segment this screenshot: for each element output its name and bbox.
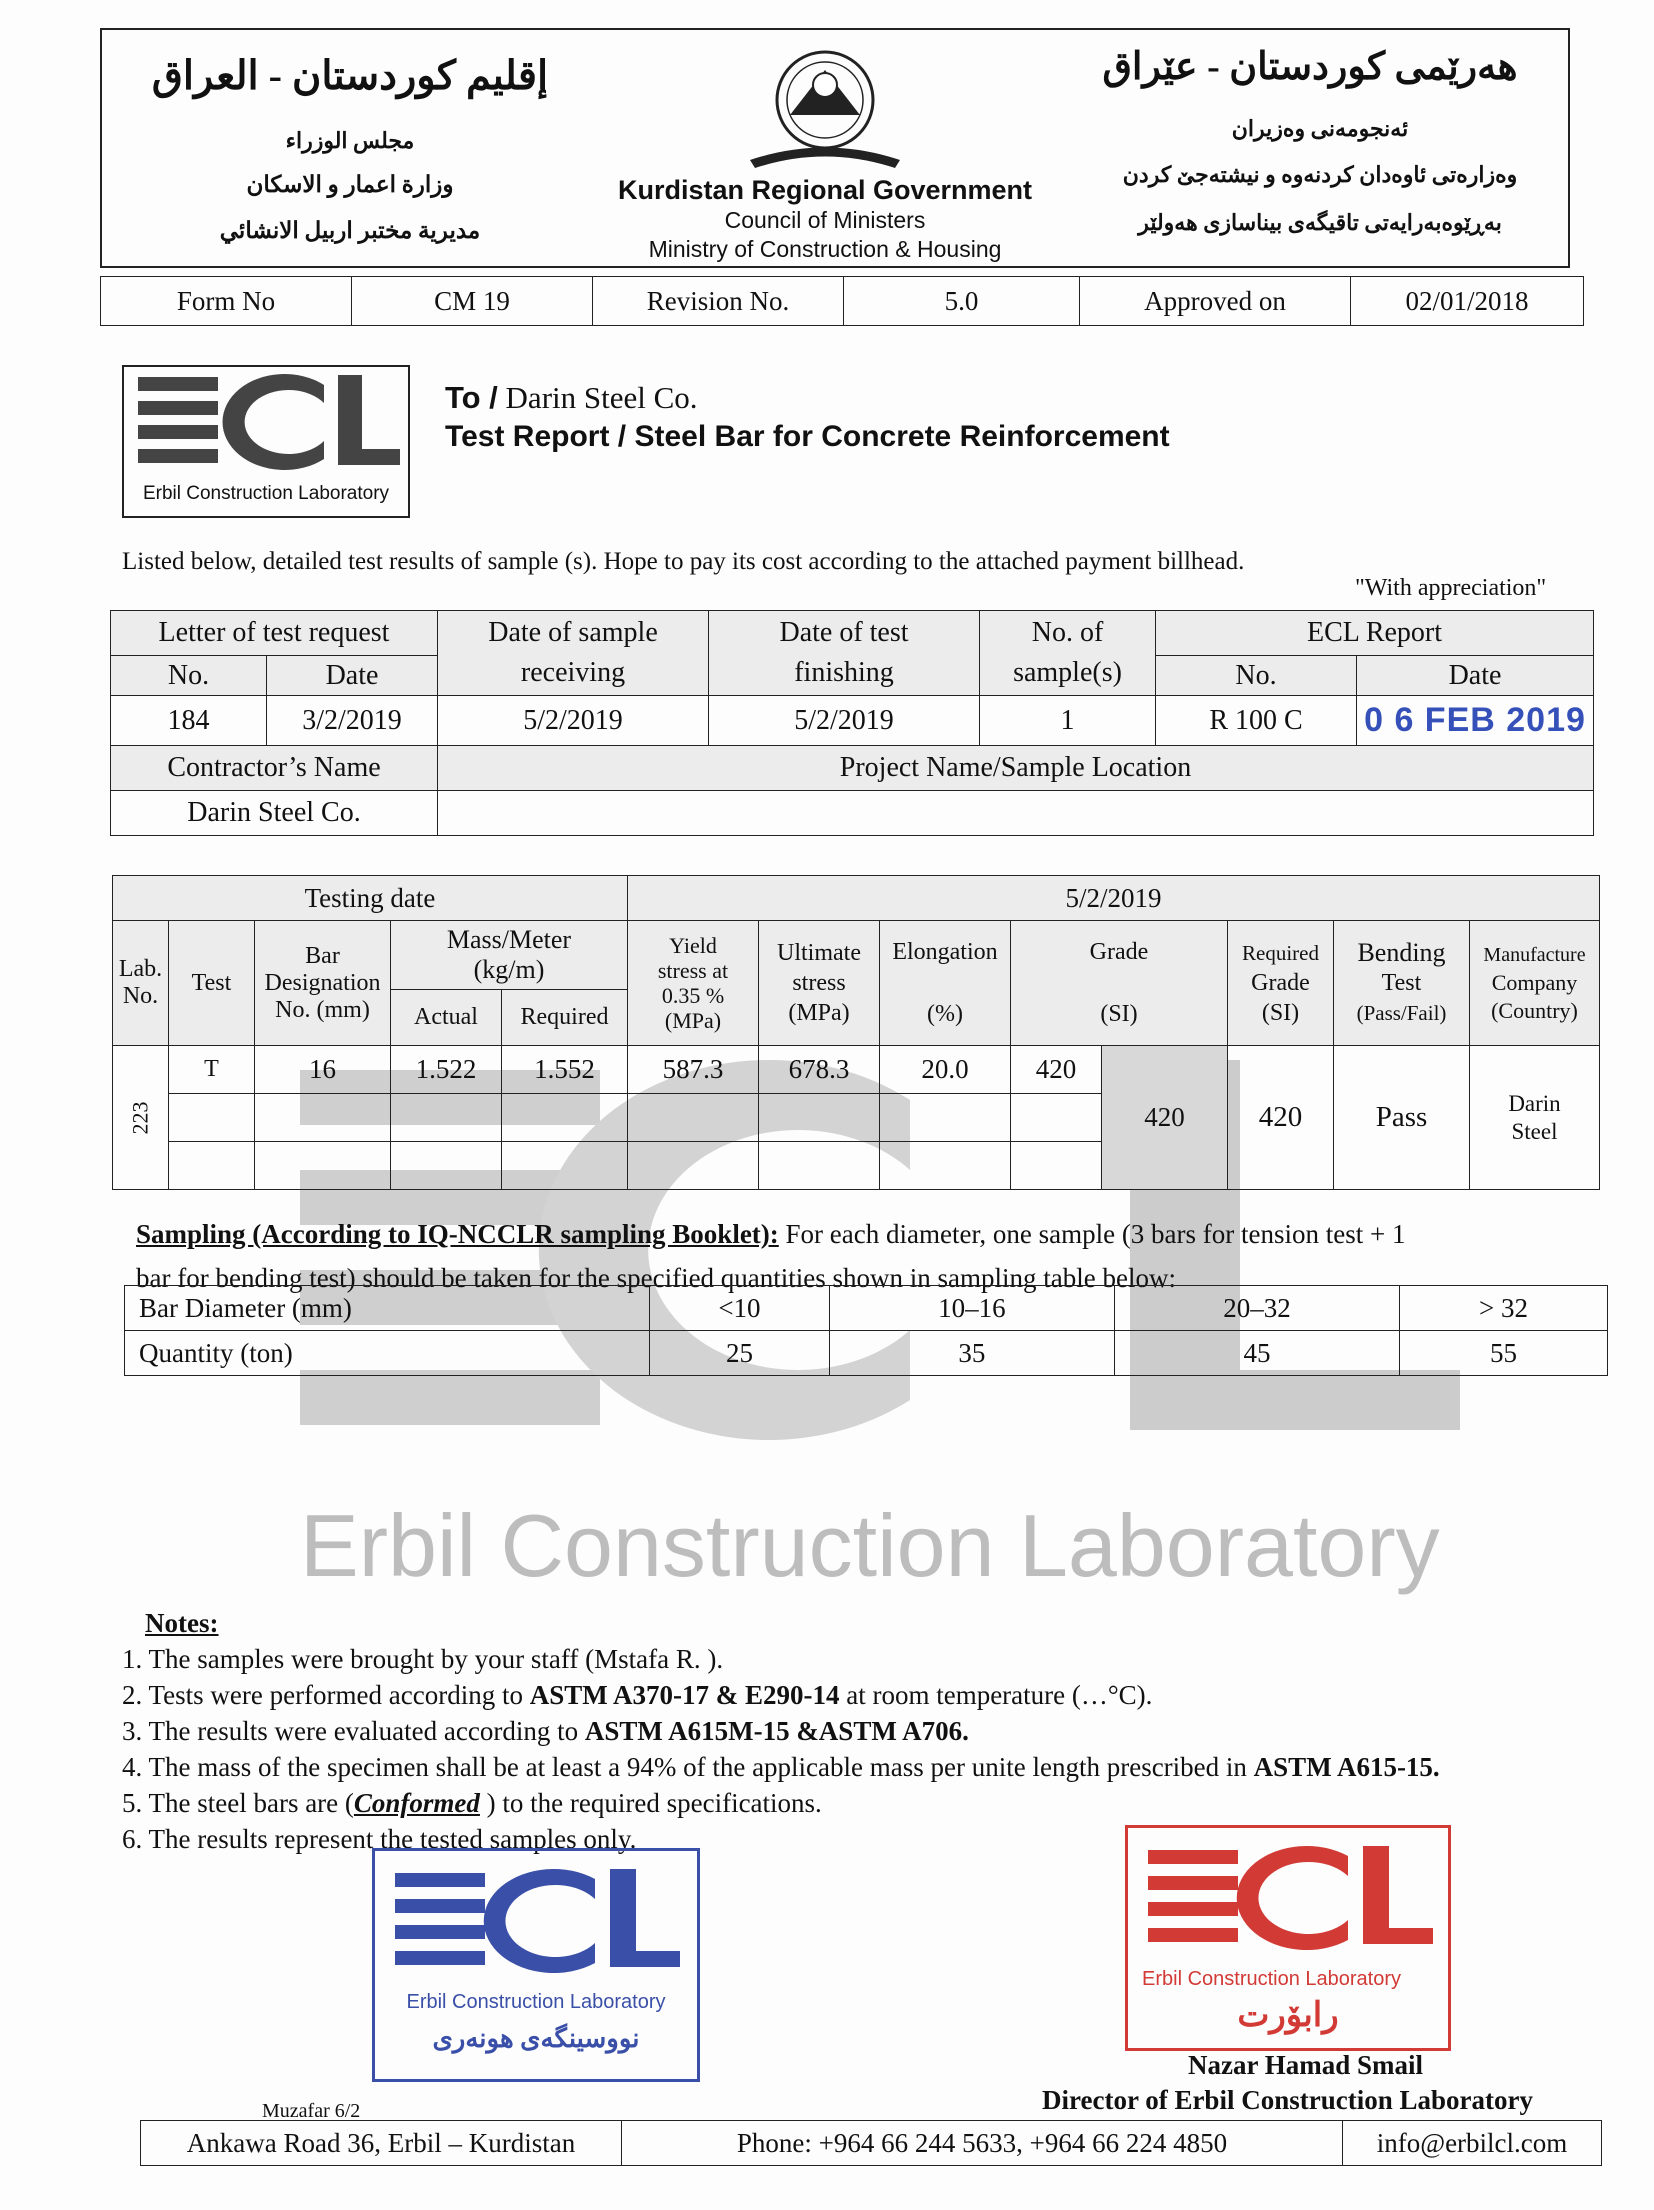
krg-emblem	[730, 40, 920, 170]
yield-header-line1: Yield	[669, 933, 717, 958]
empty-cell	[502, 1094, 628, 1142]
quantity-cell: 35	[829, 1331, 1114, 1376]
elongation-header	[880, 921, 1011, 1046]
ultimate-header-line1: Ultimate	[777, 940, 861, 966]
note-2: 2. Tests were performed according to ASTM A370-17 & E290-14 at room temperature (…°C).	[122, 1680, 1153, 1710]
empty-cell	[880, 1094, 1011, 1142]
note-1: 1. The samples were brought by your staff (Mstafa R. ).	[122, 1644, 724, 1674]
ecl-report-date-stamp: 0 6 FEB 2019	[1357, 696, 1594, 746]
grade-header-line1: Grade	[1089, 939, 1149, 965]
bar-header	[255, 921, 391, 1046]
intro-text: Listed below, detailed test results of sample (s). Hope to pay its cost according to the attached payment billhead.	[122, 548, 1245, 575]
yield-header	[628, 921, 759, 1046]
grade-header	[1011, 921, 1228, 1046]
quantity-cell: 25	[650, 1331, 830, 1376]
empty-cell	[169, 1142, 255, 1190]
footer-table	[140, 2120, 1602, 2166]
bar-header-line3: No. (mm)	[275, 996, 370, 1023]
appreciation-text: "With appreciation"	[1355, 575, 1547, 601]
kurdish-region: هەرێمی کوردستان - عێراق	[1102, 46, 1518, 88]
letter-date-header: Date	[267, 656, 438, 696]
note-4-standard: ASTM A615-15.	[1253, 1752, 1440, 1782]
finishing-date: 5/2/2019	[709, 696, 980, 746]
letter-no-header: No.	[111, 656, 267, 696]
bending-header	[1334, 921, 1470, 1046]
empty-cell	[169, 1094, 255, 1142]
manufacturer-line1: Darin	[1508, 1090, 1561, 1116]
samples-header-line2: sample(s)	[1013, 657, 1122, 688]
note-4-text: The mass of the specimen shall be at least a 94% of the applicable mass per unite length prescribed in	[148, 1752, 1254, 1782]
manufacturer-line2: Steel	[1511, 1118, 1558, 1144]
arabic-council: مجلس الوزراء	[285, 128, 415, 153]
kurdish-council: ئەنجومەنی وەزیران	[1231, 116, 1409, 141]
receiving-date: 5/2/2019	[438, 696, 709, 746]
ecl-logo-caption: Erbil Construction Laboratory	[142, 483, 390, 504]
empty-cell	[502, 1142, 628, 1190]
ultimate-header-line2: stress	[792, 970, 846, 996]
letter-date: 3/2/2019	[267, 696, 438, 746]
required-grade-value: 420	[1228, 1046, 1334, 1190]
finishing-header	[709, 611, 980, 696]
notes	[122, 1605, 1622, 1857]
red-stamp-logo	[1128, 1828, 1448, 1968]
required-grade-header-line3: (SI)	[1261, 1000, 1300, 1026]
empty-cell	[628, 1142, 759, 1190]
red-stamp-signature: رابۆرت	[1237, 1997, 1339, 2034]
sampling-text-2: bar for bending test) should be taken for the specified quantities shown in sampling table below:	[136, 1263, 1177, 1293]
lab-no-text: 223	[127, 1101, 153, 1134]
quantity-label: Quantity (ton)	[125, 1331, 650, 1376]
empty-cell	[880, 1142, 1011, 1190]
required-value: 1.552	[502, 1046, 628, 1094]
signatory-name: Nazar Hamad Smail	[1188, 2050, 1423, 2080]
red-stamp	[1125, 1825, 1451, 2051]
empty-cell	[628, 1094, 759, 1142]
addressee-label: To /	[445, 380, 498, 415]
samples-count: 1	[980, 696, 1156, 746]
empty-cell	[255, 1094, 391, 1142]
mass-header-line1: Mass/Meter	[446, 924, 572, 954]
kurdish-ministry: وەزارەتی ئاوەدان کردنەوە و نیشتەجێ کردن	[1122, 162, 1518, 187]
empty-cell	[391, 1142, 502, 1190]
manufacture-header-line1: Manufacture	[1483, 944, 1586, 966]
ecl-logo-mark	[124, 367, 408, 477]
watermark-text: Erbil Construction Laboratory	[300, 1496, 1440, 1595]
required-grade-header	[1228, 921, 1334, 1046]
note-5: 5. The steel bars are (Conformed ) to the required specifications.	[122, 1788, 822, 1818]
bar-header-line1: Bar	[305, 942, 340, 969]
lab-no-header: Lab. No.	[113, 921, 169, 1046]
ecl-logo	[122, 365, 410, 518]
arabic-directorate: مديرية مختبر اربيل الانشائي	[219, 218, 481, 243]
test-value: T	[169, 1046, 255, 1094]
report-title-label: Test Report /	[445, 420, 627, 453]
actual-value: 1.522	[391, 1046, 502, 1094]
samples-header	[980, 611, 1156, 696]
project-name	[438, 791, 1594, 836]
form-no-label: Form No	[101, 277, 352, 326]
note-4: 4. The mass of the specimen shall be at least a 94% of the applicable mass per unite length prescribed in ASTM A615-15.	[122, 1752, 1440, 1782]
samples-header-line1: No. of	[1031, 617, 1104, 648]
arabic-ministry: وزارة اعمار و الاسكان	[246, 172, 454, 197]
contractor-header: Contractor’s Name	[111, 746, 438, 791]
actual-header: Actual	[391, 989, 502, 1045]
contractor-name: Darin Steel Co.	[111, 791, 438, 836]
report-title	[445, 420, 1170, 454]
signatory-title: Director of Erbil Construction Laboratory	[1042, 2085, 1533, 2115]
required-grade-header-line2: Grade	[1251, 970, 1310, 996]
empty-cell	[1011, 1142, 1102, 1190]
note-2-tail: at room temperature (…°C).	[839, 1680, 1153, 1710]
receiving-header	[438, 611, 709, 696]
english-gov: Kurdistan Regional Government	[617, 175, 1033, 205]
footer-email: info@erbilcl.com	[1343, 2121, 1602, 2166]
note-5-text: The steel bars are (	[148, 1788, 354, 1818]
manufacture-header-line2: Company	[1491, 970, 1578, 995]
elongation-header-line1: Elongation	[892, 939, 998, 965]
yield-header-line3: 0.35 %	[661, 983, 725, 1008]
diameter-cell: 20–32	[1114, 1286, 1399, 1331]
note-3-standard: ASTM A615M-15 &ASTM A706.	[584, 1716, 969, 1746]
grade-header-line2: (SI)	[1100, 1001, 1138, 1027]
diameter-cell: > 32	[1399, 1286, 1607, 1331]
yield-value: 587.3	[628, 1046, 759, 1094]
revision-label: Revision No.	[593, 277, 844, 326]
letter-header: Letter of test request	[111, 611, 438, 656]
form-info-table	[100, 276, 1584, 326]
bending-value: Pass	[1334, 1046, 1470, 1190]
letter-no: 184	[111, 696, 267, 746]
empty-cell	[391, 1094, 502, 1142]
yield-header-line4: (MPa)	[664, 1008, 722, 1033]
red-stamp-caption: Erbil Construction Laboratory	[1142, 1968, 1402, 1990]
sampling-text-1: For each diameter, one sample (3 bars for tension test + 1	[778, 1219, 1406, 1249]
addressee	[445, 380, 698, 416]
addressee-value: Darin Steel Co.	[505, 380, 698, 415]
clerk-note: Muzafar 6/2	[262, 2100, 361, 2122]
report-title-value: Steel Bar for Concrete Reinforcement	[634, 420, 1170, 453]
mass-header	[391, 921, 628, 990]
results-table	[112, 875, 1600, 1190]
notes-title: Notes:	[145, 1608, 219, 1638]
english-ministry: Ministry of Construction & Housing	[648, 236, 1002, 262]
testing-date-value: 5/2/2019	[628, 876, 1600, 921]
sampling-heading: Sampling (According to IQ-NCCLR sampling Booklet):	[136, 1219, 779, 1249]
required-header: Required	[502, 989, 628, 1045]
manufacture-header	[1470, 921, 1600, 1046]
note-6: 6. The results represent the tested samples only.	[122, 1824, 637, 1854]
sampling-table	[124, 1285, 1608, 1376]
note-3: 3. The results were evaluated according to ASTM A615M-15 &ASTM A706.	[122, 1716, 969, 1746]
finishing-header-line2: finishing	[794, 657, 894, 688]
manufacturer-value	[1470, 1046, 1600, 1190]
kurdish-directorate: بەڕێوەبەرایەتی تاقیگەی بیناسازی هەولێر	[1138, 210, 1502, 235]
bar-header-line2: Designation	[264, 969, 381, 996]
ecl-report-no: R 100 C	[1156, 696, 1357, 746]
mass-header-line2: (kg/m)	[473, 954, 545, 984]
approved-value: 02/01/2018	[1351, 277, 1584, 326]
grade-summary: 420	[1102, 1046, 1228, 1190]
footer-address: Ankawa Road 36, Erbil – Kurdistan	[141, 2121, 622, 2166]
ecl-date-header: Date	[1357, 656, 1594, 696]
manufacture-header-line3: (Country)	[1491, 998, 1578, 1023]
footer-phone: Phone: +964 66 244 5633, +964 66 224 4850	[622, 2121, 1343, 2166]
request-table	[110, 610, 1594, 836]
note-2-text: Tests were performed according to	[148, 1680, 530, 1710]
elongation-header-line2: (%)	[927, 1001, 963, 1027]
testing-date-label: Testing date	[113, 876, 628, 921]
blue-stamp-caption: Erbil Construction Laboratory	[406, 1991, 666, 2013]
empty-cell	[1011, 1094, 1102, 1142]
revision-value: 5.0	[844, 277, 1080, 326]
arabic-region: إقليم كوردستان - العراق	[151, 53, 549, 98]
bending-header-line3: (Pass/Fail)	[1356, 1001, 1447, 1025]
lab-no-value	[113, 1046, 169, 1190]
finishing-header-line1: Date of test	[779, 617, 909, 648]
required-grade-header-line1: Required	[1242, 941, 1319, 965]
empty-cell	[255, 1142, 391, 1190]
receiving-header-line1: Date of sample	[488, 617, 658, 648]
empty-cell	[759, 1094, 880, 1142]
receiving-header-line2: receiving	[520, 657, 626, 688]
diameter-cell: 10–16	[829, 1286, 1114, 1331]
test-header: Test	[169, 921, 255, 1046]
project-header: Project Name/Sample Location	[438, 746, 1594, 791]
note-1-text: The samples were brought by your staff (Mstafa R. ).	[148, 1644, 724, 1674]
blue-stamp-logo	[375, 1851, 697, 1991]
grade-row-value: 420	[1011, 1046, 1102, 1094]
ecl-no-header: No.	[1156, 656, 1357, 696]
ultimate-header-line3: (MPa)	[788, 1000, 850, 1026]
empty-cell	[759, 1142, 880, 1190]
yield-header-line2: stress at	[657, 958, 729, 983]
diameter-cell: <10	[650, 1286, 830, 1331]
bar-value: 16	[255, 1046, 391, 1094]
form-no-value: CM 19	[352, 277, 593, 326]
blue-stamp	[372, 1848, 700, 2082]
bending-header-line2: Test	[1381, 970, 1422, 996]
note-5-tail: ) to the required specifications.	[479, 1788, 822, 1818]
english-council: Council of Ministers	[724, 207, 926, 233]
ultimate-header	[759, 921, 880, 1046]
bending-header-line1: Bending	[1357, 938, 1446, 967]
note-6-text: The results represent the tested samples only.	[148, 1824, 637, 1854]
quantity-cell: 55	[1399, 1331, 1607, 1376]
blue-stamp-kurdish: نووسینگەی هونەری	[432, 2024, 640, 2053]
approved-label: Approved on	[1080, 277, 1351, 326]
elongation-value: 20.0	[880, 1046, 1011, 1094]
quantity-cell: 45	[1114, 1331, 1399, 1376]
note-3-text: The results were evaluated according to	[148, 1716, 585, 1746]
ultimate-value: 678.3	[759, 1046, 880, 1094]
note-2-standard: ASTM A370-17 & E290-14	[529, 1680, 840, 1710]
ecl-header: ECL Report	[1156, 611, 1594, 656]
note-5-status: Conformed	[353, 1788, 480, 1818]
diameter-label: Bar Diameter (mm)	[125, 1286, 650, 1331]
